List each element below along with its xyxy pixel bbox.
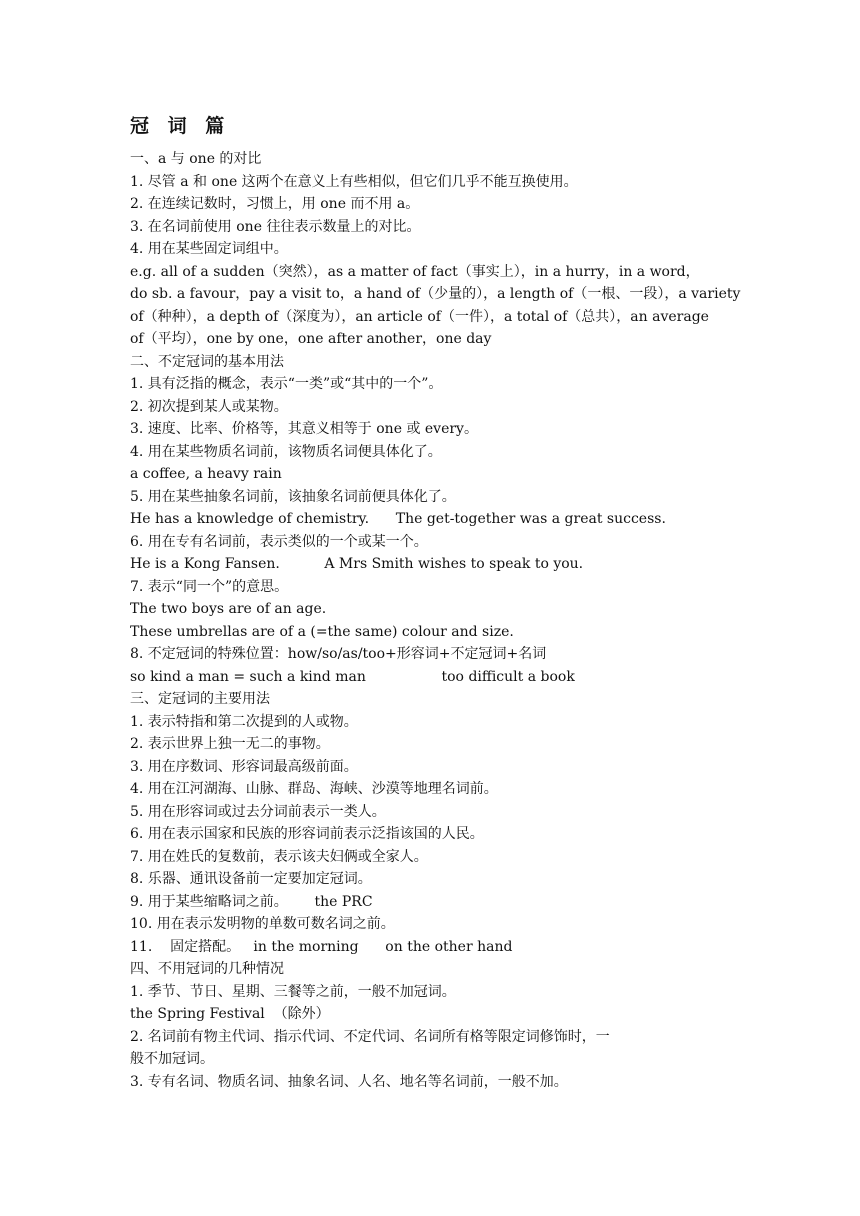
page-title: 冠 词 篇 bbox=[130, 115, 231, 137]
text-line: The two boys are of an age. bbox=[130, 601, 327, 617]
text-line: 四、不用冠词的几种情况 bbox=[130, 961, 284, 977]
text-line: 3. 专有名词、物质名词、抽象名词、人名、地名等名词前，一般不加。 bbox=[130, 1073, 568, 1090]
text-line: These umbrellas are of a (=the same) colour and size. bbox=[130, 623, 514, 640]
text-line: He is a Kong Fansen. A Mrs Smith wishes to speak to you. bbox=[130, 556, 584, 572]
text-line: 一、a 与 one 的对比 bbox=[130, 151, 262, 167]
text-line: 5. 用在形容词或过去分词前表示一类人。 bbox=[130, 803, 386, 820]
text-line: of（种种），a depth of（深度为），an article of（一件），a total of（总共），an average bbox=[130, 308, 709, 325]
document-page bbox=[130, 112, 740, 1093]
text-line: 8. 乐器、通讯设备前一定要加定冠词。 bbox=[130, 871, 372, 887]
text-line: do sb. a favour，pay a visit to，a hand of（少量的），a length of（一根、一段），a variety bbox=[130, 286, 741, 302]
text-line: 3. 用在序数词、形容词最高级前面。 bbox=[130, 758, 358, 775]
document-body bbox=[130, 148, 740, 1093]
text-line: 1. 表示特指和第二次提到的人或物。 bbox=[130, 713, 358, 730]
text-line: 11. 固定搭配。 in the morning on the other hand bbox=[130, 938, 513, 955]
text-line: 2. 初次提到某人或某物。 bbox=[130, 398, 288, 415]
text-line: 8. 不定冠词的特殊位置：how/so/as/too+形容词+不定冠词+名词 bbox=[130, 646, 547, 662]
text-line: 三、定冠词的主要用法 bbox=[130, 691, 270, 707]
text-line: 7. 用在姓氏的复数前，表示该夫妇俩或全家人。 bbox=[130, 848, 428, 865]
text-line: 4. 用在某些固定词组中。 bbox=[130, 241, 288, 257]
text-line: 6. 用在专有名词前，表示类似的一个或某一个。 bbox=[130, 533, 428, 550]
text-line: e.g. all of a sudden（突然），as a matter of fact（事实上），in a hurry，in a word， bbox=[130, 263, 700, 280]
text-line: 1. 季节、节日、星期、三餐等之前，一般不加冠词。 bbox=[130, 983, 456, 1000]
text-line: 二、不定冠词的基本用法 bbox=[130, 353, 284, 370]
text-line: He has a knowledge of chemistry. The get-together was a great success. bbox=[130, 511, 666, 527]
text-line: 2. 表示世界上独一无二的事物。 bbox=[130, 736, 330, 752]
text-line: 4. 用在某些物质名词前，该物质名词便具体化了。 bbox=[130, 443, 442, 460]
text-line: a coffee, a heavy rain bbox=[130, 466, 282, 482]
text-line: 般不加冠词。 bbox=[130, 1051, 214, 1067]
text-line: the Spring Festival （除外） bbox=[130, 1006, 330, 1022]
text-line: 5. 用在某些抽象名词前，该抽象名词前便具体化了。 bbox=[130, 488, 456, 505]
text-line: 1. 尽管 a 和 one 这两个在意义上有些相似，但它们几乎不能互换使用。 bbox=[130, 173, 578, 190]
text-line: of（平均），one by one，one after another，one day bbox=[130, 331, 492, 347]
text-line: 2. 在连续记数时，习惯上，用 one 而不用 a。 bbox=[130, 196, 420, 212]
text-line: 3. 在名词前使用 one 往往表示数量上的对比。 bbox=[130, 218, 421, 235]
text-line: 2. 名词前有物主代词、指示代词、不定代词、名词所有格等限定词修饰时，一 bbox=[130, 1028, 610, 1045]
text-line: 4. 用在江河湖海、山脉、群岛、海峡、沙漠等地理名词前。 bbox=[130, 781, 498, 797]
text-line: 3. 速度、比率、价格等，其意义相等于 one 或 every。 bbox=[130, 421, 478, 437]
text-line: 6. 用在表示国家和民族的形容词前表示泛指该国的人民。 bbox=[130, 826, 484, 842]
text-line: 1. 具有泛指的概念，表示“一类”或“其中的一个”。 bbox=[130, 376, 443, 392]
text-line: so kind a man = such a kind man too difficult a book bbox=[130, 668, 575, 685]
text-line: 9. 用于某些缩略词之前。 the PRC bbox=[130, 893, 373, 910]
text-line: 7. 表示“同一个”的意思。 bbox=[130, 578, 289, 595]
text-line: 10. 用在表示发明物的单数可数名词之前。 bbox=[130, 916, 395, 932]
